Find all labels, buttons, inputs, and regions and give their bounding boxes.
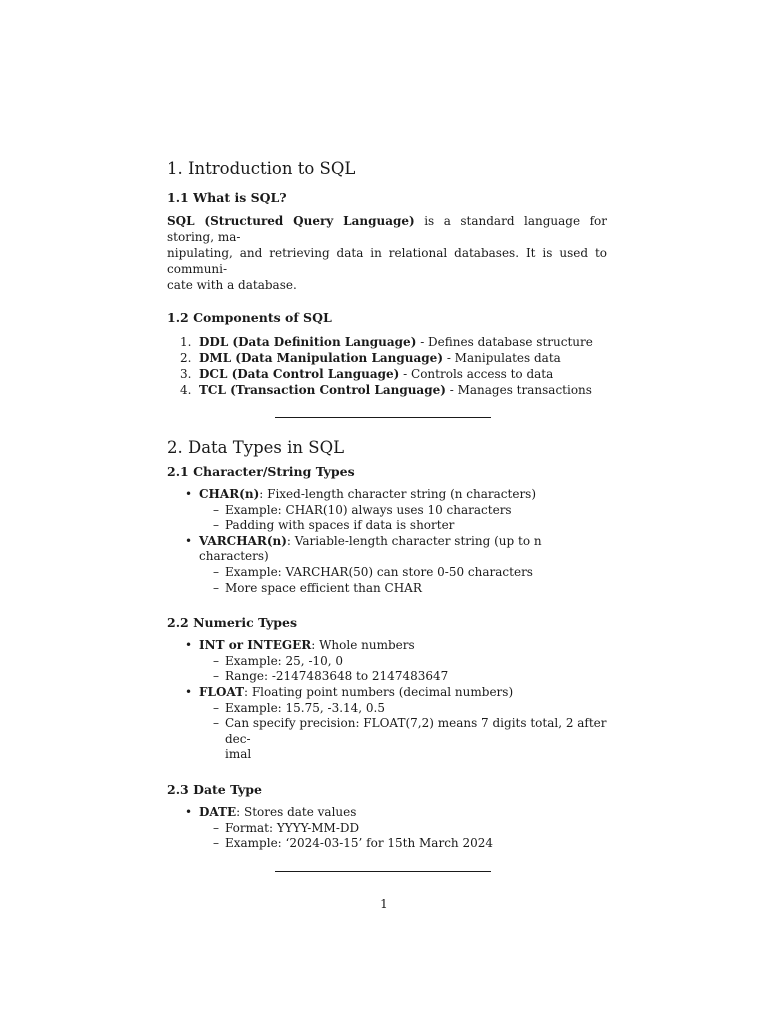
bullet: •: [185, 684, 193, 699]
item-description: : Whole numbers: [311, 638, 415, 653]
dash: –: [213, 580, 219, 595]
item-term: DCL (Data Control Language): [199, 367, 400, 381]
subsection-2-1-title: 2.1 Character/String Types: [167, 464, 355, 479]
sub-list: [199, 503, 607, 534]
numeric-types-list: [167, 638, 607, 763]
sub-item-text: Example: 25, -10, 0: [225, 653, 344, 668]
item-number: 1.: [180, 335, 192, 349]
item-term: VARCHAR(n): [199, 533, 287, 548]
sub-item-text: Padding with spaces if data is shorter: [225, 518, 455, 533]
bullet: •: [185, 638, 193, 653]
section-2-title: 2. Data Types in SQL: [167, 438, 345, 457]
item-term: DML (Data Manipulation Language): [199, 351, 443, 365]
page-number: 1: [380, 897, 388, 911]
list-item: [167, 685, 607, 763]
dash: –: [213, 564, 219, 579]
sub-list: [199, 654, 607, 685]
sub-list: [199, 701, 607, 763]
sub-item-text: Example: 15.75, -3.14, 0.5: [225, 700, 386, 715]
sub-item-text: Example: CHAR(10) always uses 10 characters: [225, 502, 512, 517]
sub-item-text: Example: VARCHAR(50) can store 0-50 characters: [225, 564, 533, 579]
list-item: [167, 366, 607, 382]
list-item: [167, 487, 607, 534]
item-term: DDL (Data Definition Language): [199, 335, 417, 349]
sql-definition-paragraph: [167, 213, 607, 293]
item-term: DATE: [199, 804, 237, 819]
date-types-list: [167, 805, 607, 852]
item-description: : Fixed-length character string (n characters): [259, 487, 537, 501]
sub-item-text: Can specify precision: FLOAT(7,2) means 7 digits total, 2 after dec-: [225, 716, 607, 746]
sub-item: [199, 821, 607, 837]
sub-item-text: More space efficient than CHAR: [225, 580, 422, 595]
dash: –: [213, 836, 219, 851]
bullet: •: [185, 804, 193, 819]
item-description: : Stores date values: [236, 804, 357, 819]
dash: –: [213, 820, 219, 835]
list-item: [167, 638, 607, 685]
para-line-1: is a standard language for storing, ma-: [167, 214, 607, 244]
list-item: [167, 334, 607, 350]
dash: –: [213, 502, 219, 517]
sub-item: [199, 701, 607, 717]
subsection-1-1-title: 1.1 What is SQL?: [167, 190, 287, 205]
sub-item: [199, 716, 607, 763]
para-line-3: cate with a database.: [167, 278, 297, 292]
item-description: - Manages transactions: [445, 383, 592, 397]
dash: –: [213, 700, 219, 715]
item-number: 4.: [180, 383, 192, 397]
sub-item: [199, 565, 607, 581]
list-item: [167, 382, 607, 398]
item-description: - Defines database structure: [416, 335, 593, 349]
list-item: [167, 534, 607, 596]
sub-item-text: Format: YYYY-MM-DD: [225, 820, 360, 835]
dash: –: [213, 653, 219, 668]
item-term: FLOAT: [199, 684, 244, 699]
sub-item: [199, 581, 607, 597]
sub-list: [199, 565, 607, 596]
item-term: CHAR(n): [199, 487, 260, 501]
subsection-2-3-title: 2.3 Date Type: [167, 781, 263, 797]
dash: –: [213, 669, 219, 684]
bullet: •: [185, 533, 193, 548]
sub-item-text: Example: ‘2024-03-15’ for 15th March 2024: [225, 836, 494, 851]
sub-list: [199, 821, 607, 852]
item-description: - Controls access to data: [399, 367, 554, 381]
bullet: •: [185, 487, 193, 501]
item-number: 2.: [180, 351, 192, 365]
dash: –: [213, 716, 219, 731]
sub-item: [199, 669, 607, 685]
subsection-1-2-title: 1.2 Components of SQL: [167, 310, 332, 325]
item-term: INT or INTEGER: [199, 638, 312, 653]
sql-term: SQL (Structured Query Language): [167, 214, 415, 228]
item-description: - Manipulates data: [443, 351, 561, 365]
section-1-title: 1. Introduction to SQL: [167, 159, 356, 178]
sub-item: [199, 836, 607, 852]
item-description: : Variable-length character string (up to n characters): [199, 533, 542, 564]
section-divider: [275, 871, 491, 872]
subsection-2-2-title: 2.2 Numeric Types: [167, 615, 298, 631]
string-types-list: [167, 487, 607, 596]
sub-item-text-continued: imal: [225, 747, 252, 762]
sub-item: [199, 654, 607, 670]
item-number: 3.: [180, 367, 192, 381]
list-item: [167, 805, 607, 852]
dash: –: [213, 518, 219, 533]
document-page: [167, 158, 607, 872]
item-description: : Floating point numbers (decimal numbers): [244, 684, 514, 699]
components-list: [167, 334, 607, 398]
item-term: TCL (Transaction Control Language): [199, 383, 446, 397]
sub-item-text: Range: -2147483648 to 2147483647: [225, 669, 449, 684]
list-item: [167, 350, 607, 366]
para-line-2: nipulating, and retrieving data in relational databases. It is used to communi-: [167, 246, 607, 276]
sub-item: [199, 503, 607, 519]
sub-item: [199, 518, 607, 534]
